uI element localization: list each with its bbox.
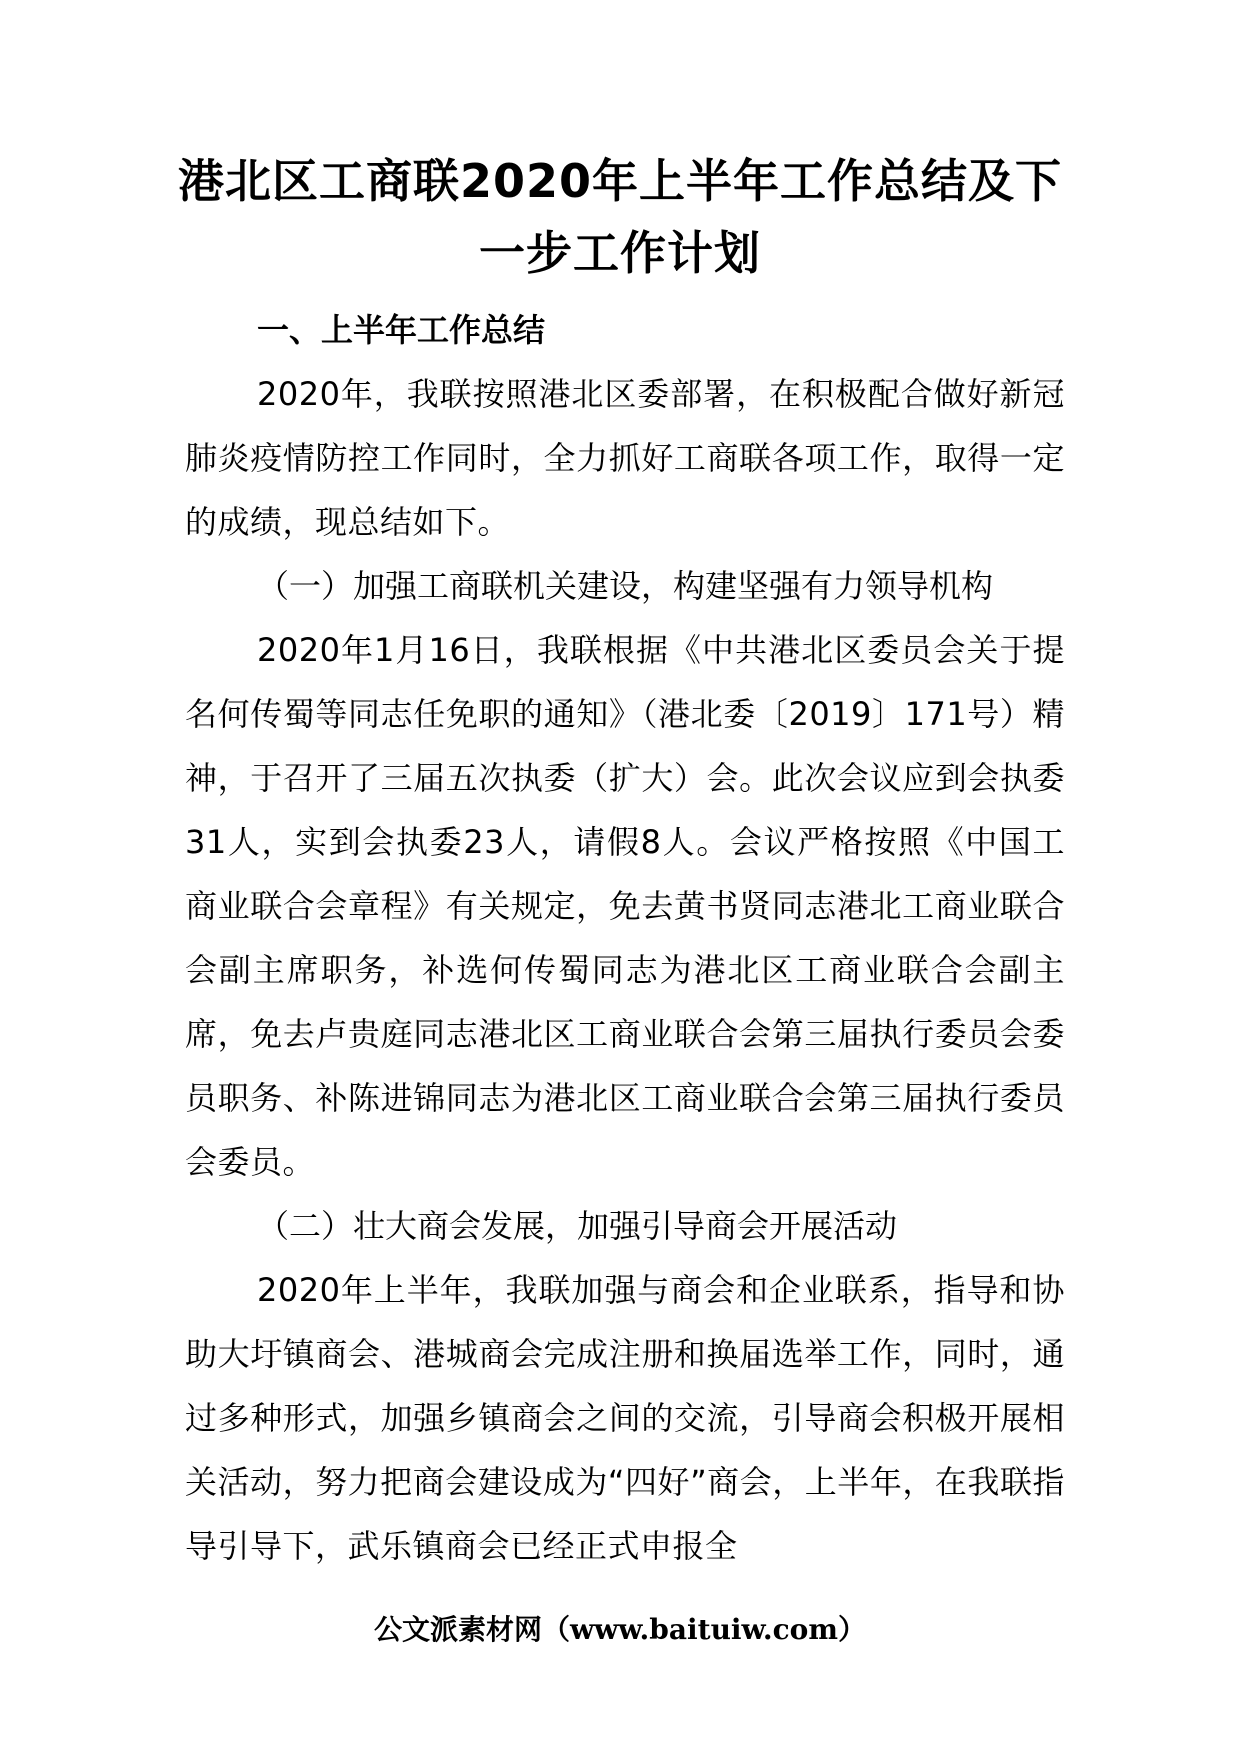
- subsection-heading-1: （一）加强工商联机关建设，构建坚强有力领导机构: [257, 567, 994, 605]
- document-title: [150, 145, 1090, 289]
- section-heading-summary: 一、上半年工作总结: [257, 311, 546, 349]
- subsection-heading-2: （二）壮大商会发展，加强引导商会开展活动: [257, 1207, 898, 1245]
- subsection-paragraph-1: 2020年1月16日，我联根据《中共港北区委员会关于提名何传蜀等同志任免职的通知》（港北委〔2019〕171号）精神，于召开了三届五次执委（扩大）会。此次会议应到会执委31人，实到会执委23人，请假8人。会议严格按照《中国工商业联合会章程》有关规定，免去黄书贤同志港北工商业联合会副主席职务，补选何传蜀同志为港北区工商业联合会副主席，免去卢贵庭同志港北区工商业联合会第三届执行委员会委员职务、补陈进锦同志为港北区工商业联合会第三届执行委员会委员。: [185, 631, 1065, 1181]
- title-line-2: 一步工作计划: [479, 226, 761, 280]
- subsection-paragraph-2: 2020年上半年，我联加强与商会和企业联系，指导和协助大圩镇商会、港城商会完成注册和换届选举工作，同时，通过多种形式，加强乡镇商会之间的交流，引导商会积极开展相关活动，努力把商会建设成为“四好”商会，上半年，在我联指导引导下，武乐镇商会已经正式申报全: [185, 1271, 1065, 1565]
- document-body: [185, 298, 1065, 1578]
- footer-watermark: 公文派素材网（www.baituiw.com）: [374, 1613, 866, 1646]
- intro-paragraph: 2020年，我联按照港北区委部署，在积极配合做好新冠肺炎疫情防控工作同时，全力抓好工商联各项工作，取得一定的成绩，现总结如下。: [185, 375, 1065, 541]
- title-line-1: 港北区工商联2020年上半年工作总结及下: [177, 154, 1063, 208]
